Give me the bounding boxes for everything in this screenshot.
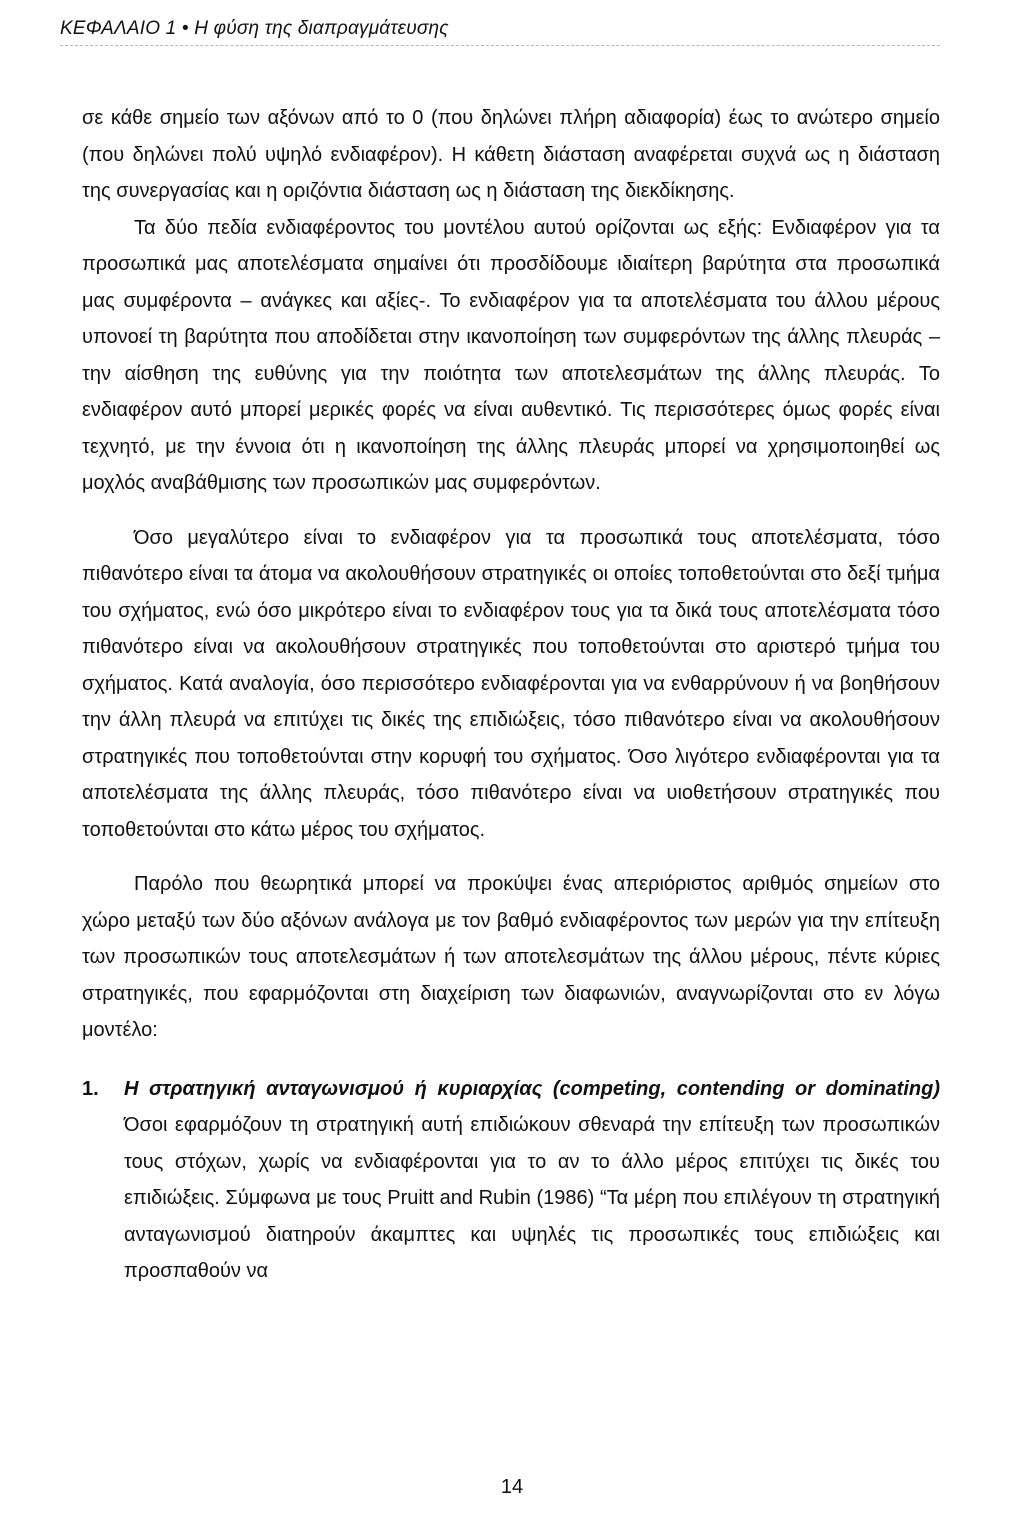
list-number: 1.	[82, 1077, 99, 1100]
strategy-description: Όσοι εφαρμόζουν τη στρατηγική αυτή επιδιώκουν σθεναρά την επίτευξη των προσωπικών τους στόχων, χωρίς να ενδιαφέρονται για το αν το άλλο μέρος επιτύχει τις δικές του επιδιώξεις. Σύμφωνα με τους Pruitt and Rubin (1986) “Τα μέρη που επιλέγουν τη στρατηγική ανταγωνισμού διατηρούν άκαμπτες και υψηλές τις προσωπικές τους επιδιώξεις και προσπαθούν να	[124, 1114, 940, 1282]
list-item	[82, 1071, 940, 1290]
list-item-text	[124, 1071, 940, 1290]
paragraph: Όσο μεγαλύτερο είναι το ενδιαφέρον για τα προσωπικά τους αποτελέσματα, τόσο πιθανότερο είναι τα άτομα να ακολουθήσουν στρατηγικές οι οποίες τοποθετούνται στο δεξί τμήμα του σχήματος, ενώ όσο μικρότερο είναι το ενδιαφέρον τους για τα δικά τους αποτελέσματα τόσο πιθανότερο είναι να ακολουθήσουν στρατηγικές που τοποθετούνται στο αριστερό τμήμα του σχήματος. Κατά αναλογία, όσο περισσότερο ενδιαφέρονται για να ενθαρρύνουν ή να βοηθήσουν την άλλη πλευρά να επιτύχει τις δικές της επιδιώξεις, τόσο πιθανότερο είναι να ακολουθήσουν στρατηγικές που τοποθετούνται στην κορυφή του σχήματος. Όσο λιγότερο ενδιαφέρονται για τα αποτελέσματα της άλλης πλευράς, τόσο πιθανότερο είναι να υιοθετήσουν στρατηγικές που τοποθετούνται στο κάτω μέρος του σχήματος.	[82, 526, 940, 841]
body-text	[82, 100, 940, 1290]
paragraph: σε κάθε σημείο των αξόνων από το 0 (που δηλώνει πλήρη αδιαφορία) έως το ανώτερο σημείο (που δηλώνει πολύ υψηλό ενδιαφέρον). Η κάθετη διάσταση αναφέρεται συχνά ως η διάσταση της συνεργασίας και η οριζόντια διάσταση ως η διάσταση της διεκδίκησης.	[82, 107, 940, 202]
strategy-title: Η στρατηγική ανταγωνισμού ή κυριαρχίας (competing, contending or dominating)	[124, 1077, 940, 1100]
running-header: ΚΕΦΑΛΑΙΟ 1 • Η φύση της διαπραγμάτευσης	[60, 18, 449, 39]
page-number: 14	[500, 1476, 524, 1498]
header-rule	[60, 45, 940, 46]
paragraph: Παρόλο που θεωρητικά μπορεί να προκύψει ένας απεριόριστος αριθμός σημείων στο χώρο μεταξύ των δύο αξόνων ανάλογα με τον βαθμό ενδιαφέροντος των μερών για την επίτευξη των προσωπικών τους αποτελεσμάτων ή των αποτελεσμάτων της άλλου μέρους, πέντε κύριες στρατηγικές, που εφαρμόζονται στη διαχείριση των διαφωνιών, αναγνωρίζονται στο εν λόγω μοντέλο:	[82, 873, 940, 1041]
paragraph: Τα δύο πεδία ενδιαφέροντος του μοντέλου αυτού ορίζονται ως εξής: Ενδιαφέρον για τα προσωπικά μας αποτελέσματα σημαίνει ότι προσδίδουμε ιδιαίτερη βαρύτητα στα προσωπικά μας συμφέροντα – ανάγκες και αξίες-. Το ενδιαφέρον για τα αποτελέσματα του άλλου μέρους υπονοεί τη βαρύτητα που αποδίδεται στην ικανοποίηση των συμφερόντων της άλλης πλευράς – την αίσθηση της ευθύνης για την ποιότητα των αποτελεσμάτων της άλλης πλευράς. Το ενδιαφέρον αυτό μπορεί μερικές φορές να είναι αυθεντικό. Τις περισσότερες όμως φορές είναι τεχνητό, με την έννοια ότι η ικανοποίηση της άλλης πλευράς μπορεί να χρησιμοποιηθεί ως μοχλός αναβάθμισης των προσωπικών μας συμφερόντων.	[82, 216, 940, 494]
